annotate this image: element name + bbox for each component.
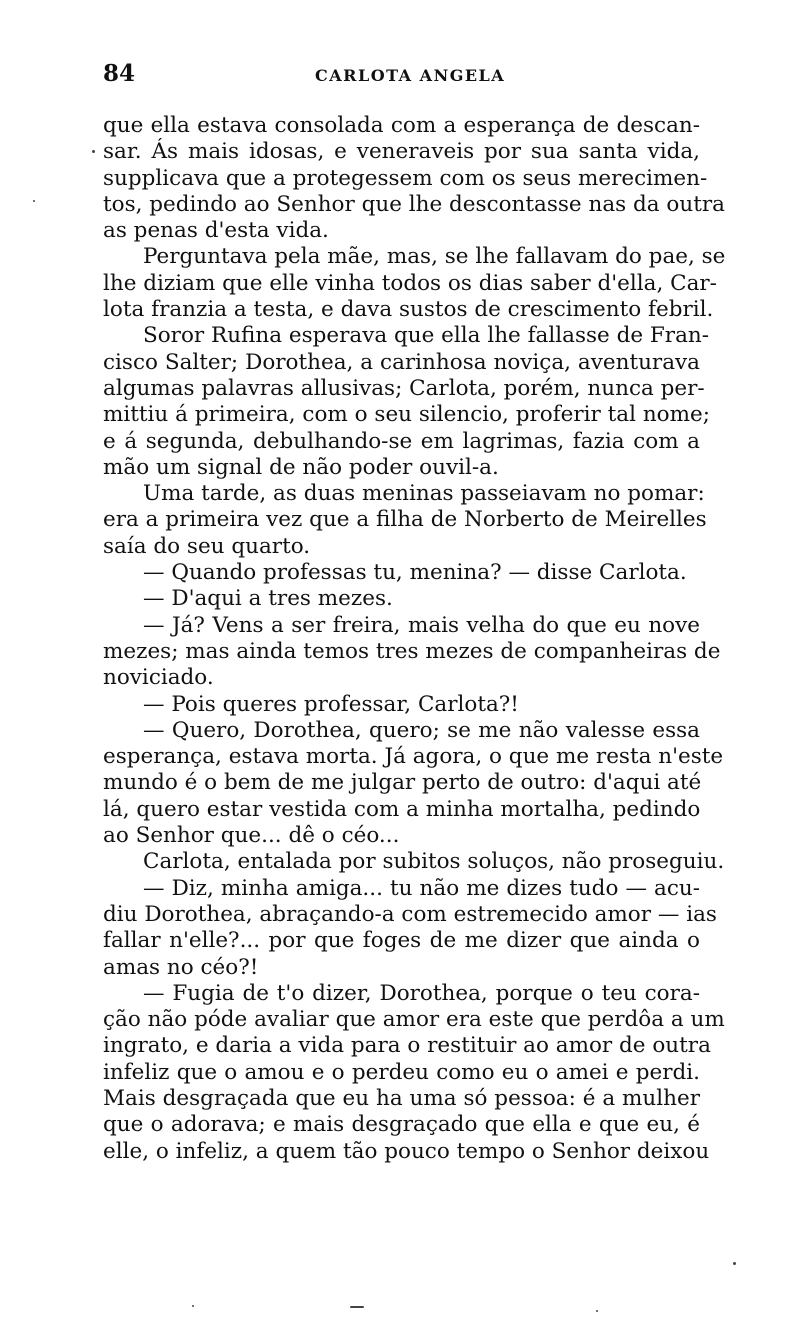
page-header — [103, 60, 700, 90]
text-line: saía do seu quarto. — [103, 533, 311, 559]
text-line: esperança, estava morta. Já agora, o que me resta n'este — [103, 744, 724, 770]
scan-speck — [192, 1305, 194, 1307]
text-line: — Quero, Dorothea, quero; se me não valesse essa — [143, 717, 700, 743]
text-line: — Fugia de t'o dizer, Dorothea, porque o teu cora- — [143, 980, 700, 1006]
text-line: ao Senhor que... dê o céo... — [103, 823, 400, 849]
text-line: mittiu á primeira, com o seu silencio, proferir tal nome; — [103, 402, 710, 428]
text-line: ingrato, e daria a vida para o restituir ao amor de outra — [103, 1033, 711, 1059]
text-line: mão um signal de não poder ouvil-a. — [103, 454, 499, 480]
text-line: mezes; mas ainda temos tres mezes de companheiras de — [103, 638, 721, 664]
text-line: algumas palavras allusivas; Carlota, porém, nunca per- — [103, 375, 705, 401]
scan-speck — [733, 1262, 736, 1265]
text-line: lhe diziam que elle vinha todos os dias saber d'ella, Car- — [103, 270, 717, 296]
running-title: CARLOTA ANGELA — [315, 66, 506, 85]
text-line: lota franzia a testa, e dava sustos de crescimento febril. — [103, 297, 714, 323]
scan-speck — [596, 1310, 598, 1312]
text-line: — Quando professas tu, menina? — disse Carlota. — [143, 560, 687, 586]
text-line: ção não póde avaliar que amor era este que perdôa a um — [103, 1007, 725, 1033]
text-line: Mais desgraçada que eu ha uma só pessoa: é a mulher — [103, 1085, 700, 1111]
text-line: fallar n'elle?... por que foges de me dizer que ainda o — [103, 928, 700, 954]
text-line: mundo é o bem de me julgar perto de outro: d'aqui até — [103, 770, 702, 796]
scan-speck — [33, 200, 35, 202]
text-line: lá, quero estar vestida com a minha mortalha, pedindo — [103, 796, 701, 822]
text-line: elle, o infeliz, a quem tão pouco tempo o Senhor deixou — [103, 1138, 710, 1164]
text-line: Uma tarde, as duas meninas passeiavam no pomar: — [143, 481, 705, 507]
text-line: — D'aqui a tres mezes. — [143, 586, 393, 612]
text-line: que o adorava; e mais desgraçado que ella e que eu, é — [103, 1112, 700, 1138]
body-text — [103, 113, 726, 1165]
text-line: noviciado. — [103, 665, 214, 691]
text-line: era a primeira vez que a filha de Norberto de Meirelles — [103, 507, 707, 533]
text-line: — Diz, minha amiga... tu não me dizes tudo — acu- — [143, 875, 700, 901]
text-line: supplicava que a protegessem com os seus merecimen- — [103, 165, 708, 191]
text-line: infeliz que o amou e o perdeu como eu o amei e perdi. — [103, 1059, 700, 1085]
text-line: — Pois queres professar, Carlota?! — [143, 691, 519, 717]
text-line: — Já? Vens a ser freira, mais velha do que eu nove — [143, 612, 700, 638]
text-line: sar. Ás mais idosas, e veneraveis por sua santa vida, — [103, 139, 700, 165]
scan-speck — [350, 1306, 364, 1308]
text-line: Soror Rufina esperava que ella lhe fallasse de Fran- — [143, 323, 710, 349]
text-line: diu Dorothea, abraçando-a com estremecido amor — ias — [103, 901, 717, 927]
page-number: 84 — [103, 60, 136, 87]
text-line: cisco Salter; Dorothea, a carinhosa noviça, aventurava — [103, 349, 700, 375]
text-line: Carlota, entalada por subitos soluços, não proseguiu. — [143, 849, 725, 875]
text-line: Perguntava pela mãe, mas, se lhe fallavam do pae, se — [143, 244, 726, 270]
text-line: amas no céo?! — [103, 954, 259, 980]
text-line: que ella estava consolada com a esperança de descan- — [103, 113, 700, 138]
text-line: as penas d'esta vida. — [103, 218, 329, 244]
scan-speck — [92, 150, 95, 153]
text-line: tos, pedindo ao Senhor que lhe descontasse nas da outra — [103, 191, 725, 217]
text-line: e á segunda, debulhando-se em lagrimas, fazia com a — [103, 428, 700, 454]
